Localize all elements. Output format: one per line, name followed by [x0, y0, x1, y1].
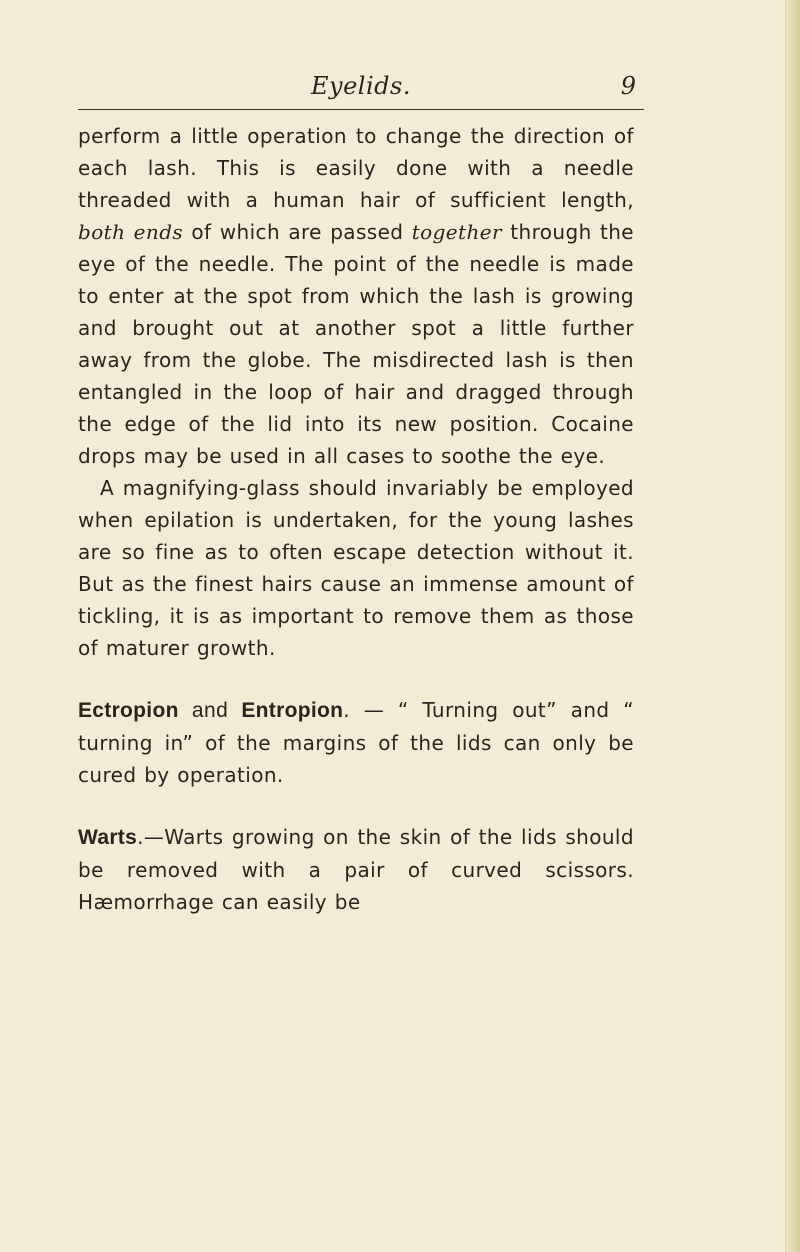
paragraph-1-italic-2: together	[411, 220, 502, 244]
section-ectropion	[78, 694, 634, 791]
page-edge	[785, 0, 800, 1252]
paragraph-1-part-1: perform a little operation to change the direction of each lash. This is easily done with a needle threaded with a human hair of sufficient length,	[78, 124, 634, 212]
section-warts-text: .—Warts growing on the skin of the lids should be removed with a pair of curved scissors. Hæmorrhage can easily be	[78, 825, 634, 914]
paragraph-1-italic-1: both ends	[78, 220, 184, 244]
running-title: Eyelids.	[311, 72, 411, 100]
paragraph-2: A magnifying-glass should invariably be employed when epilation is undertaken, for the young lashes are so fine as to often escape detection without it. But as the finest hairs cause an immense amount of tickling, it is as important to remove them as those of maturer growth.	[78, 476, 634, 660]
body-text	[78, 120, 634, 918]
paragraph-1-part-2: of which are passed	[183, 220, 412, 244]
section-heading-warts: Warts	[78, 826, 138, 849]
section-ectropion-text: . — “ Turning out” and “ turning in” of the margins of the lids can only be cured by operation.	[78, 698, 634, 787]
section-heading-ectropion: Ectropion	[78, 699, 179, 722]
section-heading-connector: and	[178, 699, 242, 722]
paragraph-1-part-3: through the eye of the needle. The point of the needle is made to enter at the spot from which the lash is growing and brought out at another spot a little further away from the globe. The misdirected lash is then entangled in the loop of hair and dragged through the edge of the lid into its new position. Cocaine drops may be used in all cases to soothe the eye.	[78, 220, 634, 468]
running-head	[78, 72, 644, 108]
section-heading-entropion: Entropion	[241, 699, 344, 722]
page-number: 9	[620, 72, 636, 100]
section-warts	[78, 821, 634, 918]
header-rule	[78, 109, 644, 110]
paragraph-1	[78, 120, 634, 472]
